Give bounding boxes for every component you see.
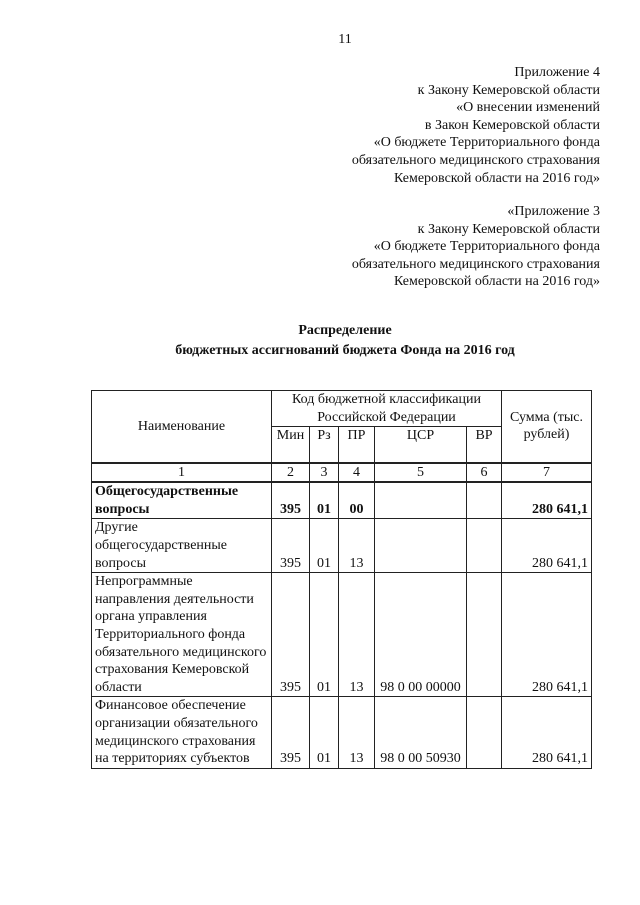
header-sum: Сумма (тыс. рублей): [502, 391, 592, 463]
appendix-line: Кемеровской области на 2016 год»: [393, 170, 600, 186]
table-row: [92, 573, 592, 697]
appendix-line: в Закон Кемеровской области: [424, 117, 600, 133]
row-csr: 98 0 00 00000: [375, 573, 467, 697]
appendix-line: обязательного медицинского страхования: [351, 152, 600, 168]
row-sum: 280 641,1: [502, 697, 592, 768]
row-rz: 01: [310, 482, 339, 519]
row-rz: 01: [310, 519, 339, 573]
row-csr: [375, 482, 467, 519]
appendix-line: «О бюджете Территориального фонда: [373, 239, 600, 255]
row-csr: [375, 519, 467, 573]
row-min: 395: [272, 519, 310, 573]
row-sum: 280 641,1: [502, 482, 592, 519]
row-pr: 13: [339, 697, 375, 768]
appendix-line: Кемеровской области на 2016 год»: [393, 274, 600, 290]
row-name: Непрограммные направления деятельности органа управления Территориального фонда обязательного медицинского страхования Кемеровской области: [92, 573, 272, 697]
row-csr: 98 0 00 50930: [375, 697, 467, 768]
appendix-4-header: [352, 64, 600, 187]
appendix-line: «О внесении изменений: [456, 100, 600, 116]
budget-table: [91, 390, 592, 769]
header-name: Наименование: [92, 391, 272, 463]
appendix-line: к Закону Кемеровской области: [417, 221, 600, 237]
appendix-3-header: [352, 203, 600, 291]
row-min: 395: [272, 482, 310, 519]
table-row: [92, 697, 592, 768]
column-number: 7: [502, 463, 592, 483]
header-pr: ПР: [339, 427, 375, 463]
column-number-row: [92, 463, 592, 483]
row-rz: 01: [310, 697, 339, 768]
row-pr: 00: [339, 482, 375, 519]
header-rz: Рз: [310, 427, 339, 463]
header-csr: ЦСР: [375, 427, 467, 463]
title-line-1: Распределение: [298, 323, 392, 338]
header-min: Мин: [272, 427, 310, 463]
row-name: Другие общегосударственные вопросы: [92, 519, 272, 573]
column-number: 2: [272, 463, 310, 483]
appendix-line: «О бюджете Территориального фонда: [373, 135, 600, 151]
appendix-line: «Приложение 3: [507, 204, 600, 219]
column-number: 1: [92, 463, 272, 483]
appendix-line: к Закону Кемеровской области: [417, 82, 600, 98]
table-row: [92, 482, 592, 519]
row-sum: 280 641,1: [502, 573, 592, 697]
row-vr: [467, 573, 502, 697]
column-number: 3: [310, 463, 339, 483]
row-pr: 13: [339, 573, 375, 697]
row-name: Финансовое обеспечение организации обязательного медицинского страхования на территориях субъектов: [92, 697, 272, 768]
page-number: 11: [338, 32, 352, 47]
header-vr: ВР: [467, 427, 502, 463]
row-rz: 01: [310, 573, 339, 697]
table-row: [92, 519, 592, 573]
row-pr: 13: [339, 519, 375, 573]
header-code-group: Код бюджетной классификации Российской Федерации: [272, 391, 502, 427]
row-min: 395: [272, 697, 310, 768]
row-name: Общегосударственные вопросы: [92, 482, 272, 519]
appendix-line: обязательного медицинского страхования: [351, 256, 600, 272]
column-number: 4: [339, 463, 375, 483]
column-number: 5: [375, 463, 467, 483]
row-vr: [467, 697, 502, 768]
document-title: [0, 321, 640, 361]
appendix-line: Приложение 4: [514, 65, 600, 80]
row-vr: [467, 482, 502, 519]
row-sum: 280 641,1: [502, 519, 592, 573]
column-number: 6: [467, 463, 502, 483]
row-min: 395: [272, 573, 310, 697]
title-line-2: бюджетных ассигнований бюджета Фонда на 2016 год: [175, 343, 515, 358]
row-vr: [467, 519, 502, 573]
